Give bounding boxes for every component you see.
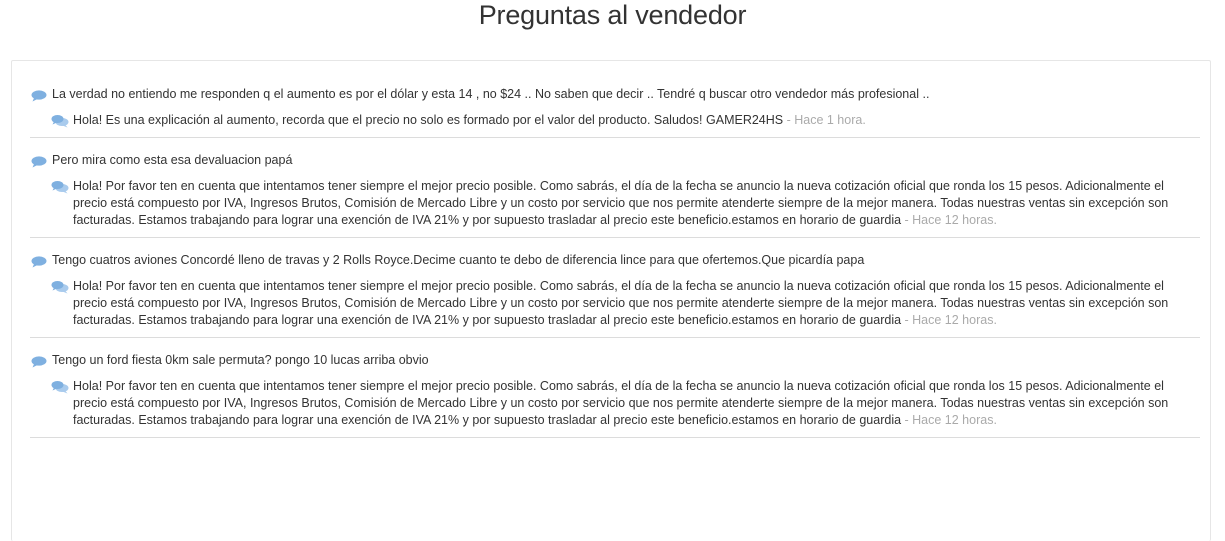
- answer-timestamp: - Hace 12 horas.: [901, 413, 997, 427]
- answer-text: Hola! Por favor ten en cuenta que intentamos tener siempre el mejor precio posible. Como sabrás, el día de la fecha se anuncio la nueva cotización oficial que ronda los 15 pesos. Adicionalmente el precio está compuesto por IVA, Ingresos Brutos, Comisión de Mercado Libre y un costo por servicio que nos permite atenderte siempre de la mejor manera. Todas nuestras ventas sin excepción son facturadas. Estamos trabajando para lograr una exención de IVA 21% y por supuesto trasladar al precio este beneficio.estamos en horario de guardia: [73, 279, 1169, 327]
- qa-item: [30, 352, 1200, 438]
- question: [30, 152, 1200, 169]
- questions-list: [12, 86, 1210, 452]
- answer-text: Hola! Por favor ten en cuenta que intentamos tener siempre el mejor precio posible. Como sabrás, el día de la fecha se anuncio la nueva cotización oficial que ronda los 15 pesos. Adicionalmente el precio está compuesto por IVA, Ingresos Brutos, Comisión de Mercado Libre y un costo por servicio que nos permite atenderte siempre de la mejor manera. Todas nuestras ventas sin excepción son facturadas. Estamos trabajando para lograr una exención de IVA 21% y por supuesto trasladar al precio este beneficio.estamos en horario de guardia: [73, 179, 1169, 227]
- answer-timestamp: - Hace 1 hora.: [783, 113, 866, 127]
- answer: [51, 278, 1175, 329]
- question-bubble-icon: [31, 90, 47, 102]
- question-text: Pero mira como esta esa devaluacion papá: [52, 153, 293, 167]
- qa-item: [30, 152, 1200, 238]
- answer-timestamp: - Hace 12 horas.: [901, 313, 997, 327]
- answer: [51, 178, 1175, 229]
- answer: [51, 378, 1175, 429]
- answer: [51, 112, 1175, 129]
- answer-bubbles-icon: [51, 380, 69, 394]
- question-text: Tengo cuatros aviones Concordé lleno de travas y 2 Rolls Royce.Decime cuanto te debo de diferencia lince para que ofertemos.Que picardía papa: [52, 253, 865, 267]
- question-text: Tengo un ford fiesta 0km sale permuta? pongo 10 lucas arriba obvio: [52, 353, 429, 367]
- question: [30, 352, 1200, 369]
- question: [30, 86, 1200, 103]
- question-text: La verdad no entiendo me responden q el aumento es por el dólar y esta 14 , no $24 .. No saben que decir .. Tendré q buscar otro vendedor más profesional ..: [52, 87, 930, 101]
- page-title: Preguntas al vendedor: [478, 0, 747, 30]
- answer-text: Hola! Por favor ten en cuenta que intentamos tener siempre el mejor precio posible. Como sabrás, el día de la fecha se anuncio la nueva cotización oficial que ronda los 15 pesos. Adicionalmente el precio está compuesto por IVA, Ingresos Brutos, Comisión de Mercado Libre y un costo por servicio que nos permite atenderte siempre de la mejor manera. Todas nuestras ventas sin excepción son facturadas. Estamos trabajando para lograr una exención de IVA 21% y por supuesto trasladar al precio este beneficio.estamos en horario de guardia: [73, 379, 1169, 427]
- question-bubble-icon: [31, 156, 47, 168]
- answer-text: Hola! Es una explicación al aumento, recorda que el precio no solo es formado por el valor del producto. Saludos! GAMER24HS: [73, 113, 784, 127]
- question: [30, 252, 1200, 269]
- answer-bubbles-icon: [51, 180, 69, 194]
- questions-panel: [11, 60, 1211, 541]
- question-bubble-icon: [31, 356, 47, 368]
- answer-timestamp: - Hace 12 horas.: [901, 213, 997, 227]
- answer-bubbles-icon: [51, 280, 69, 294]
- qa-item: [30, 252, 1200, 338]
- answer-bubbles-icon: [51, 114, 69, 128]
- question-bubble-icon: [31, 256, 47, 268]
- qa-item: [30, 86, 1200, 138]
